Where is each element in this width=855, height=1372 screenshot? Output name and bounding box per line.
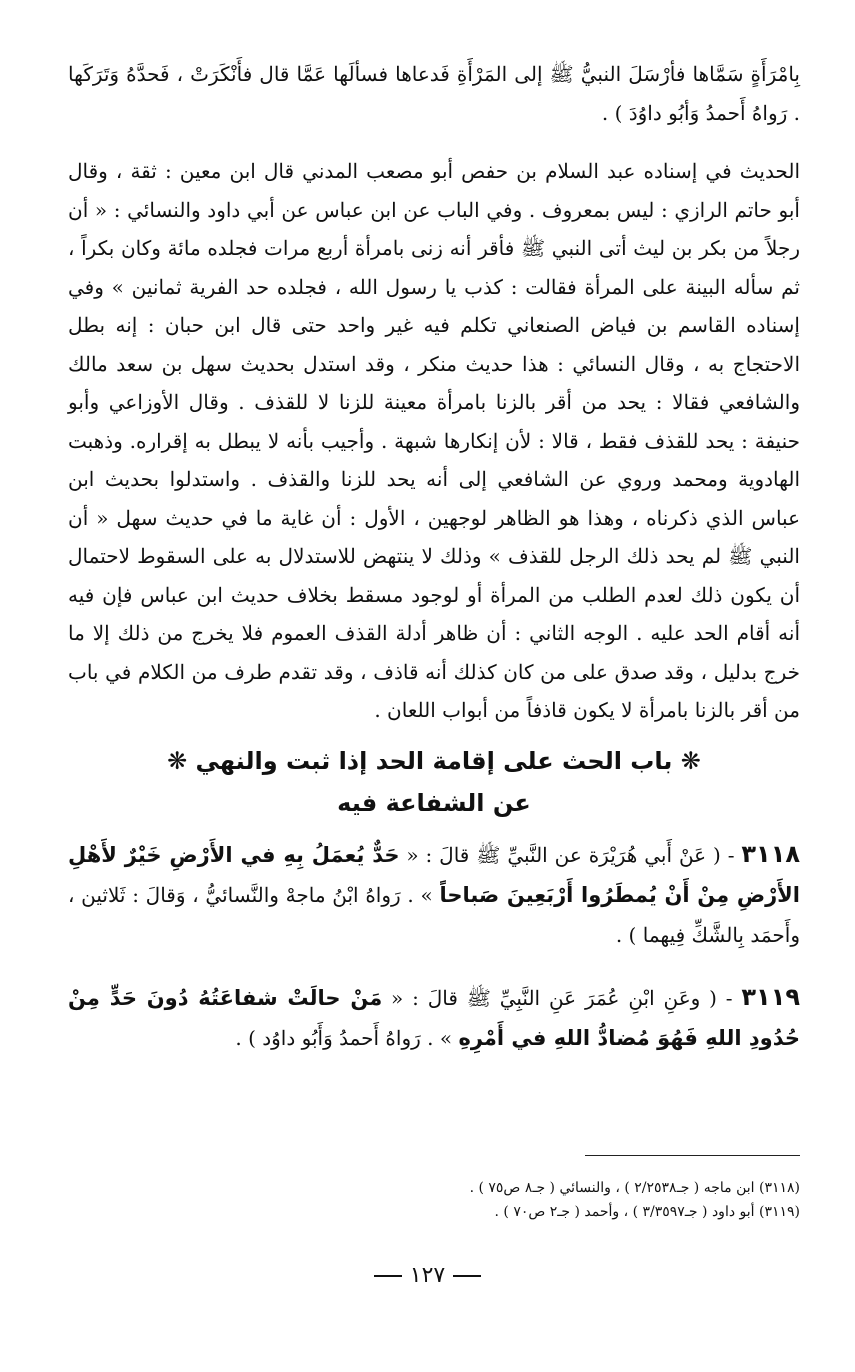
footnote-3118: (٣١١٨) ابن ماجه ( جـ٢/٢٥٣٨ ) ، والنسائي ( جـ٨ ص٧٥ ) . (469, 1180, 800, 1196)
footnotes (68, 1176, 800, 1224)
hadith-number: ٣١١٩ (741, 982, 800, 1011)
chapter-heading-line2: عن الشفاعة فيه (337, 788, 531, 817)
dash-right (374, 1275, 402, 1277)
footnote-3119: (٣١١٩) أبو داود ( جـ٣/٣٥٩٧ ) ، وأحمد ( جـ٢ ص٧٠ ) . (494, 1204, 800, 1220)
hadith-closing: » . رَواهُ أَحمدُ وَأَبُو داوُد ) . (235, 1025, 459, 1050)
hadith-3118 (68, 834, 800, 955)
hadith-closing: » . رَواهُ ابْنُ ماجهْ والنَّسائيُّ ، وَقالَ : ثَلاثين ، وأَحمَد بِالشَّكِّ فِيهما ) . (68, 882, 800, 947)
commentary-paragraph: الحديث في إسناده عبد السلام بن حفص أبو مصعب المدني قال ابن معين : ثقة ، وقال أبو حاتم الرازي : ليس بمعروف . وفي الباب عن ابن عباس عن أبي داود والنسائي : « أن رجلاً من بكر بن ليث أتى النبي ﷺ فأقر أنه زنى بامرأة أربع مرات فجلده مائة وكان بكراً ، ثم سأله البينة على المرأة فقالت : كذب يا رسول الله ، فجلده حد الفرية ثمانين » وفي إسناده القاسم بن فياض الصنعاني تكلم فيه غير واحد حتى قال ابن حبان : إنه بطل الاحتجاج به ، وقال النسائي : هذا حديث منكر ، وقد استدل بحديث سهل بن سعد مالك والشافعي فقالا : يحد من أقر بالزنا بامرأة معينة للزنا لا للقذف . وقال الأوزاعي وأبو حنيفة : يحد للقذف فقط ، قالا : لأن إنكارها شبهة . وأجيب بأنه لا يبطل به إقراره. وذهبت الهادوية ومحمد وروي عن الشافعي إلى أنه يحد للزنا والقذف . واستدلوا بحديث ابن عباس الذي ذكرناه ، وهذا هو الظاهر لوجهين ، الأول : أن غاية ما في حديث سهل « أن النبي ﷺ لم يحد ذلك الرجل للقذف » وذلك لا ينتهض للاستدلال به على السقوط لاحتمال أن يكون ذلك لعدم الطلب من المرأة أو لوجود مسقط بخلاف حديث ابن عباس فإن فيه أنه أقام الحد عليه . الوجه الثاني : أن ظاهر أدلة القذف العموم فلا يخرج من ذلك إلا ما خرج بدليل ، وقد صدق على من كان كذلك أنه قاذف ، وقد تقدم طرف من الكلام في باب من أقر بالزنا بامرأة لا يكون قاذفاً من أبواب اللعان . (68, 159, 801, 722)
hadith-matn: مَنْ حالَتْ شفاعَتُهُ دُونَ حَدٍّ مِنْ حُدُودِ اللهِ فَهُوَ مُضادُّ اللهِ في أَمْرِهِ (68, 985, 800, 1050)
hadith-number: ٣١١٨ (741, 839, 800, 868)
intro-paragraph: بِامْرَأَةٍ سَمَّاها فأرْسَلَ النبيُّ ﷺ إلى المَرْأَةِ فَدعاها فسألَها عَمَّا قال فأَنْكَرَتْ ، فَحدَّهُ وَتَرَكَها . رَواهُ أَحمدُ وَأبُو داوُدَ ) . (68, 62, 800, 125)
footnote-divider (585, 1155, 800, 1156)
page-body (68, 55, 800, 1058)
chapter-heading (68, 740, 800, 824)
chapter-heading-line1: ❋ باب الحث على إقامة الحد إذا ثبت والنهي ❋ (167, 746, 701, 775)
hadith-opening: - ( عَنْ أَبي هُرَيْرَة عن النَّبيِّ ﷺ قالَ : « (399, 842, 742, 867)
hadith-matn: حَدٌّ يُعمَلُ بِهِ في الأَرْضِ خَيْرٌ لأَهْلِ الأَرْضِ مِنْ أَنْ يُمطَرُوا أَرْبَعِينَ صَباحاً (68, 842, 800, 907)
hadith-opening: - ( وعَنِ ابْنِ عُمَرَ عَنِ النَّبِيِّ ﷺ قالَ : « (382, 985, 742, 1010)
page-number-text: ١٢٧ (409, 1263, 446, 1288)
dash-left (453, 1275, 481, 1277)
hadith-3119 (68, 977, 800, 1058)
page-number (0, 1263, 855, 1288)
